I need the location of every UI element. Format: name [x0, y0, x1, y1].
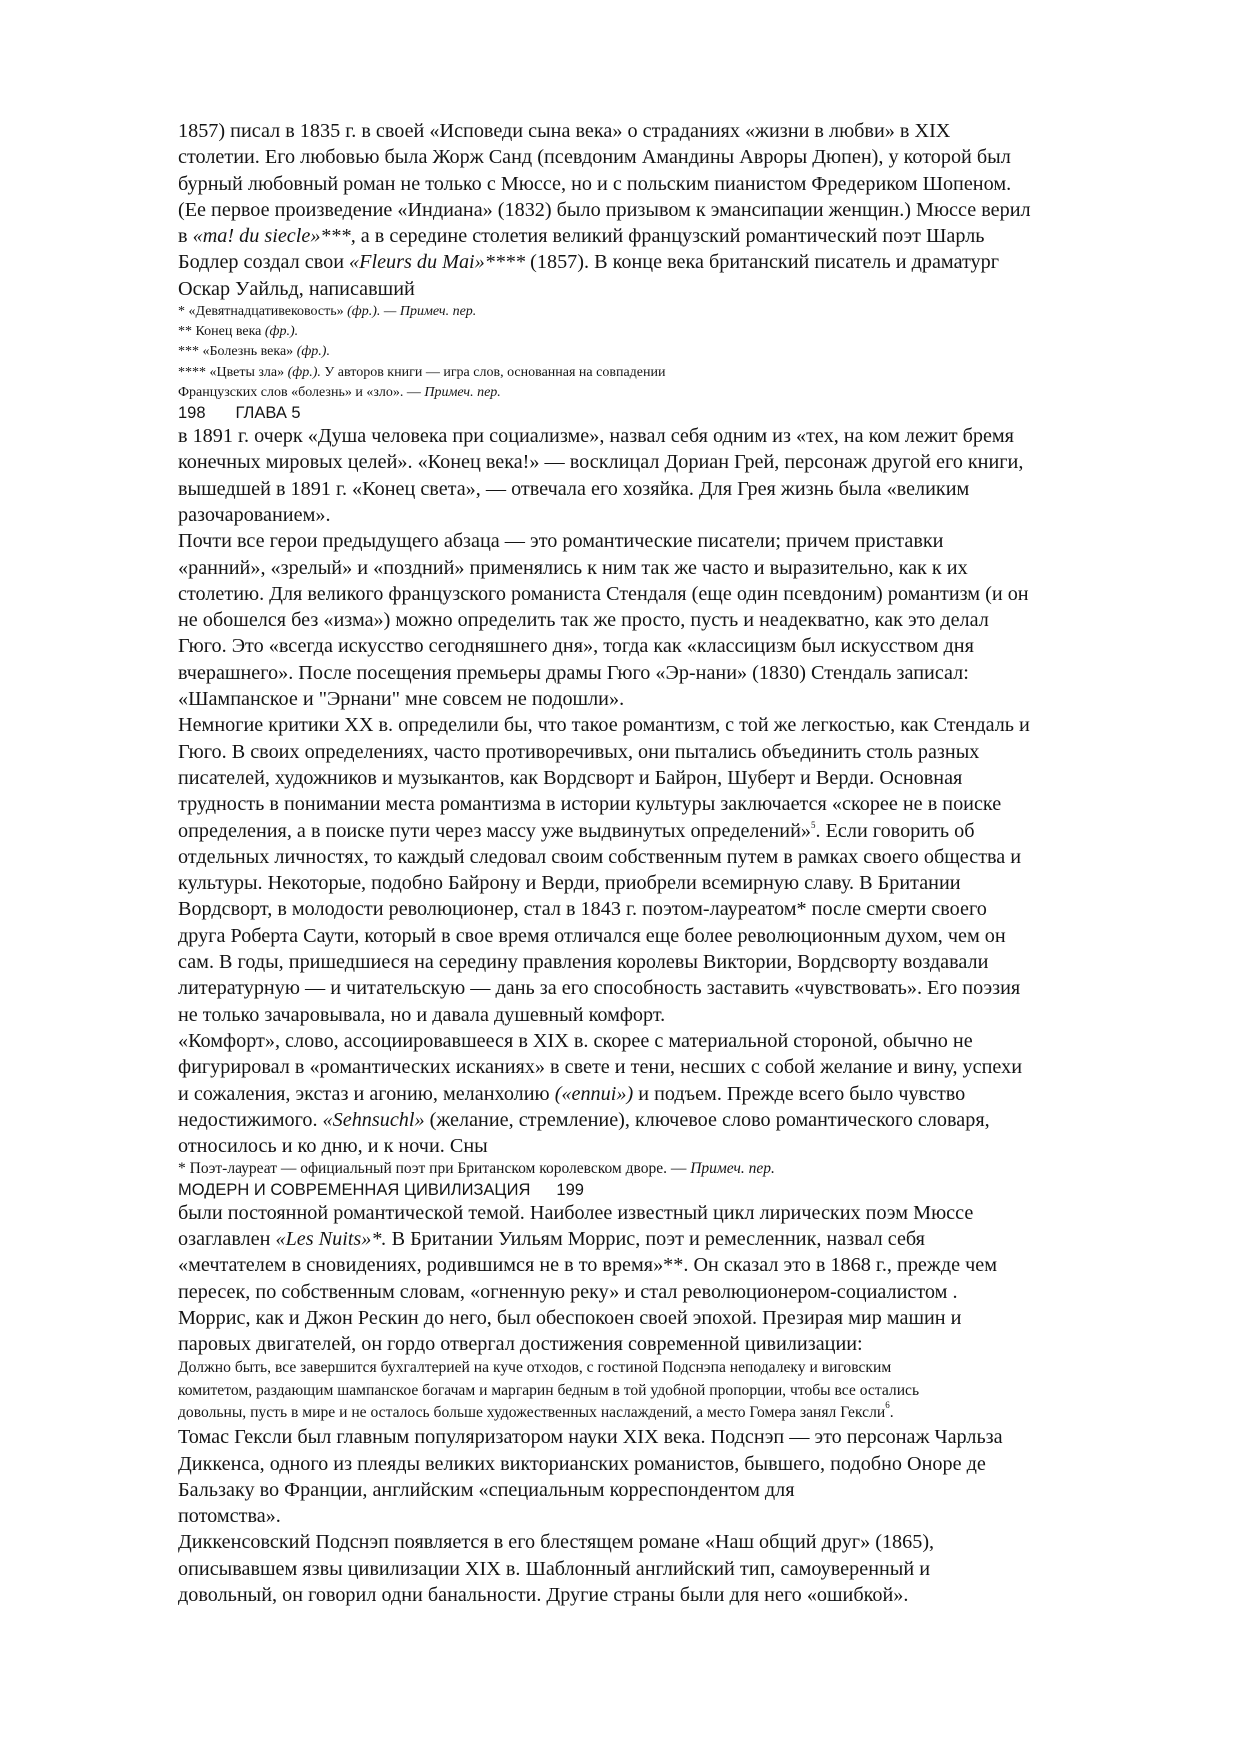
footnote: **** «Цветы зла» (фр.). У авторов книги — игра слов, основанная на совпадении [178, 364, 666, 380]
text-line: Бодлер создал свои «Fleurs du Mai»**** (1857). В конце века британский писатель и драматург [178, 251, 1000, 274]
text-line: и сожаления, экстаз и агонию, меланхолию («ennui») и подъем. Прежде всего было чувство [178, 1082, 966, 1105]
page-number: 198 [178, 404, 206, 423]
footnote: Французских слов «болезнь» и «зло». — Примеч. пер. [178, 384, 501, 400]
text-line: «мечтателем в сновидениях, родившимся не в то время»**. Он сказал это в 1868 г., прежде чем [178, 1254, 998, 1277]
footnote: * «Девятнадцативековость» (фр.). — Примеч. пер. [178, 304, 477, 320]
text-line: довольный, он говорил одни банальности. Другие страны были для него «ошибкой». [178, 1584, 909, 1607]
text-line: фигурировал в «романтических исканиях» в свете и тени, несших с собой желание и вину, успехи [178, 1056, 1023, 1079]
quote-line: Должно быть, все завершится бухгалтерией на куче отходов, с гостиной Подснэпа неподалеку и виговским [178, 1359, 892, 1377]
text-line: Гюго. В своих определениях, часто противоречивых, они пытались объединить столь разных [178, 740, 980, 763]
chapter-title: МОДЕРН И СОВРЕМЕННАЯ ЦИВИЛИЗАЦИЯ [178, 1180, 531, 1199]
text-line: разочарованием». [178, 503, 331, 526]
text-line: вчерашнего». После посещения премьеры драмы Гюго «Эр-нани» (1830) Стендаль записал: [178, 661, 969, 684]
footnote-ref: 6 [885, 1399, 890, 1410]
running-header [178, 403, 1160, 423]
text-line: пересек, по собственным словам, «огненную реку» и стал революционером-социалистом . [178, 1280, 958, 1303]
text-line: относилось и ко дню, и к ночи. Сны [178, 1135, 488, 1158]
text-line: культуры. Некоторые, подобно Байрону и Верди, приобрели всемирную славу. В Британии [178, 872, 961, 895]
text-line: «Шампанское и "Эрнани" мне совсем не подошли». [178, 688, 625, 711]
text-line: описывавшем язвы цивилизации XIX в. Шаблонный английский тип, самоуверенный и [178, 1557, 931, 1580]
text-line: Оскар Уайльд, написавший [178, 277, 415, 300]
page-number: 199 [556, 1180, 584, 1199]
quote-line: довольны, пусть в мире и не осталось больше художественных наслаждений, а место Гомера занял Гексли$^6$. [178, 1399, 894, 1421]
text-line: литературную — и читательскую — дань за его способность заставить «чувствовать». Его поэзия [178, 977, 1021, 1000]
text-line: Немногие критики XX в. определили бы, что такое романтизм, с той же легкостью, как Стендаль и [178, 714, 1030, 737]
text-line: друга Роберта Саути, который в свое время отличался еще более революционным духом, чем он [178, 924, 1006, 947]
text-line: не обошелся без «изма») можно определить так же просто, пусть и неадекватно, как это делал [178, 609, 989, 632]
quote-line: комитетом, раздающим шампанское богачам и маргарин бедным в той удобной пропорции, чтобы все остались [178, 1381, 920, 1399]
footnote: *** «Болезнь века» (фр.). [178, 344, 330, 360]
text-line: паровых двигателей, он гордо отвергал достижения современной цивилизации: [178, 1333, 863, 1356]
text-line: столетию. Для великого французского романиста Стендаля (еще один псевдоним) романтизм (и он [178, 582, 1029, 605]
text-line: отдельных личностях, то каждый следовал своим собственным путем в рамках своего общества и [178, 845, 1022, 868]
chapter-title: ГЛАВА 5 [235, 404, 301, 423]
text-line: потомства». [178, 1505, 281, 1528]
text-line: сам. В годы, пришедшиеся на середину правления королевы Виктории, Вордсворту воздавали [178, 951, 989, 974]
footnote: ** Конец века (фр.). [178, 324, 299, 340]
text-line: конечных мировых целей». «Конец века!» — восклицал Дориан Грей, персонаж другой его книги, [178, 451, 1024, 474]
text-line: не только зачаровывала, но и давала душевный комфорт. [178, 1003, 666, 1026]
text-line: бурный любовный роман не только с Мюссе, но и с польским пианистом Фредериком Шопеном. [178, 172, 1012, 195]
text-line: столетии. Его любовью была Жорж Санд (псевдоним Амандины Авроры Дюпен), у которой был [178, 146, 1011, 169]
running-header [178, 1180, 1160, 1200]
text-line: писателей, художников и музыкантов, как Вордсворт и Байрон, Шуберт и Верди. Основная [178, 766, 963, 789]
text-line: озаглавлен «Les Nuits»*. В Британии Уильям Моррис, поэт и ремесленник, назвал себя [178, 1227, 925, 1250]
text-line: Томас Гексли был главным популяризатором науки XIX века. Подснэп — это персонаж Чарльза [178, 1426, 1003, 1449]
text-line: Гюго. Это «всегда искусство сегодняшнего дня», тогда как «классицизм был искусством дня [178, 635, 974, 658]
text-line: недостижимого. «Sehnsuchl» (желание, стремление), ключевое слово романтического словаря, [178, 1108, 990, 1131]
text-line: Почти все герои предыдущего абзаца — это романтические писатели; причем приставки [178, 530, 944, 553]
text-line: Моррис, как и Джон Рескин до него, был обеспокоен своей эпохой. Презирая мир машин и [178, 1306, 962, 1329]
text-line: в 1891 г. очерк «Душа человека при социализме», назвал себя одним из «тех, на ком лежит бремя [178, 425, 1014, 448]
text-line: «ранний», «зрелый» и «поздний» применялись к ним так же часто и выразительно, как к их [178, 556, 968, 579]
footnote: * Поэт-лауреат — официальный поэт при Британском королевском дворе. — Примеч. пер. [178, 1160, 775, 1178]
text-line: Вордсворт, в молодости революционер, стал в 1843 г. поэтом-лауреатом* после смерти своего [178, 898, 987, 921]
text-line: Диккенсовский Подснэп появляется в его блестящем романе «Наш общий друг» (1865), [178, 1531, 935, 1554]
text-line: были постоянной романтической темой. Наиболее известный цикл лирических поэм Мюссе [178, 1201, 974, 1224]
document-page [178, 118, 1160, 1608]
text-line: (Ее первое произведение «Индиана» (1832) было призывом к эмансипации женщин.) Мюссе верил [178, 198, 1031, 221]
text-line: трудность в понимании места романтизма в истории культуры заключается «скорее не в поиске [178, 793, 1002, 816]
text-line: 1857) писал в 1835 г. в своей «Исповеди сына века» о страданиях «жизни в любви» в XIX [178, 120, 951, 142]
text-line: Бальзаку во Франции, английским «специальным корреспондентом для [178, 1478, 795, 1501]
footnote-ref: 5 [811, 819, 816, 830]
text-line: определения, а в поиске пути через массу уже выдвинутых определений»$^5$. Если говорить об [178, 819, 975, 842]
text-line: в «ma! du siecle»***, а в середине столетия великий французский романтический поэт Шарль [178, 225, 985, 248]
text-line: «Комфорт», слово, ассоциировавшееся в XIX в. скорее с материальной стороной, обычно не [178, 1029, 973, 1052]
text-line: Диккенса, одного из плеяды великих викторианских романистов, бывшего, подобно Оноре де [178, 1452, 986, 1475]
text-line: вышедшей в 1891 г. «Конец света», — отвечала его хозяйка. Для Грея жизнь была «великим [178, 477, 970, 500]
